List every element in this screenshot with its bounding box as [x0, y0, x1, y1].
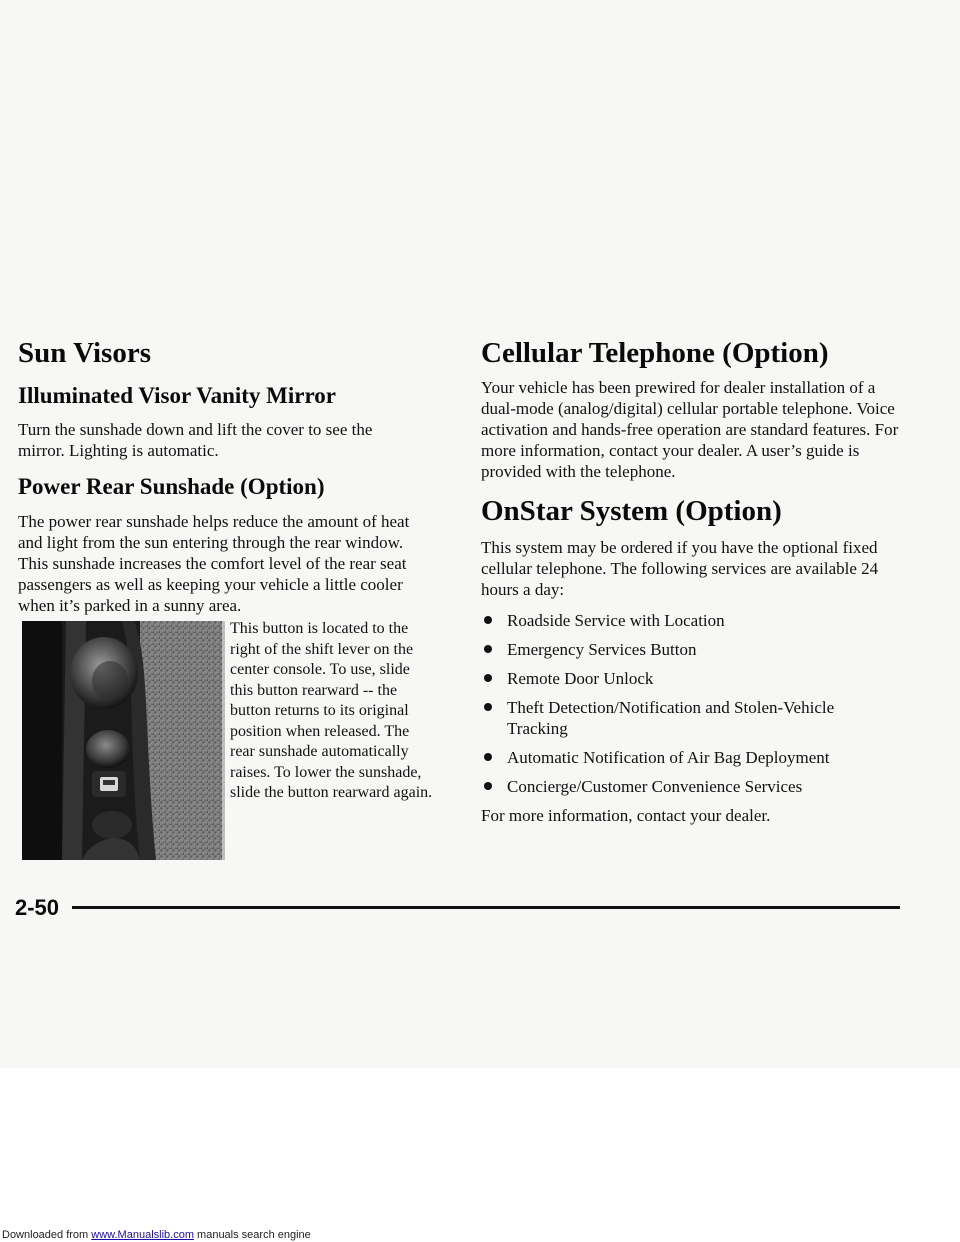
section-title-onstar: OnStar System (Option): [481, 495, 782, 527]
bullet-icon: [484, 616, 492, 624]
onstar-intro-text: This system may be ordered if you have the optional fixed cellular telephone. The following services are available 24 hours a day:: [481, 538, 879, 599]
right-column: [481, 335, 931, 826]
page-number: 2-50: [15, 895, 60, 920]
bullet-icon: [484, 753, 492, 761]
subsection-title-rear-sunshade: Power Rear Sunshade (Option): [18, 474, 325, 499]
console-photo-image: [22, 621, 225, 860]
list-item: Automatic Notification of Air Bag Deployment: [481, 747, 931, 768]
subsection-title-vanity-mirror: Illuminated Visor Vanity Mirror: [18, 383, 336, 408]
footer-prefix: Downloaded from: [2, 1229, 92, 1241]
onstar-outro-text: For more information, contact your dealer.: [481, 806, 771, 825]
vanity-mirror-text: Turn the sunshade down and lift the cover to see the mirror. Lighting is automatic.: [18, 420, 373, 460]
bullet-icon: [484, 703, 492, 711]
list-item: Roadside Service with Location: [481, 610, 931, 631]
footer-rule: [72, 906, 900, 909]
manualslib-link[interactable]: www.Manualslib.com: [91, 1229, 194, 1241]
list-item: Emergency Services Button: [481, 639, 931, 660]
bullet-icon: [484, 645, 492, 653]
console-button-photo: [22, 621, 225, 860]
left-column: [18, 335, 438, 801]
footer-suffix: manuals search engine: [193, 1229, 311, 1241]
lower-margin: [0, 1068, 960, 1242]
console-button-text: This button is located to the right of the shift lever on the center console. To use, slide this button rearward -- the button returns to its original position when released. The rear sunshade automatically raises. To lower the sunshade, slide the button rearward again.: [230, 620, 433, 801]
list-item: Theft Detection/Notification and Stolen-Vehicle Tracking: [481, 697, 887, 739]
section-title-sun-visors: Sun Visors: [18, 337, 151, 369]
list-item: Concierge/Customer Convenience Services: [481, 776, 931, 797]
section-title-cellular: Cellular Telephone (Option): [481, 337, 829, 369]
cellular-text: Your vehicle has been prewired for dealer installation of a dual-mode (analog/digital) cellular portable telephone. Voice activation and hands-free operation are standard features. For more information, contact your dealer. A user’s guide is provided with the telephone.: [481, 378, 899, 481]
onstar-services-list: [481, 610, 931, 797]
bullet-icon: [484, 782, 492, 790]
bullet-icon: [484, 674, 492, 682]
download-footer: [2, 1229, 311, 1241]
list-item: Remote Door Unlock: [481, 668, 931, 689]
rear-sunshade-text: The power rear sunshade helps reduce the amount of heat and light from the sun entering through the rear window. This sunshade increases the comfort level of the rear seat passengers as well as keeping your vehicle a little cooler when it’s parked in a sunny area.: [18, 512, 410, 615]
